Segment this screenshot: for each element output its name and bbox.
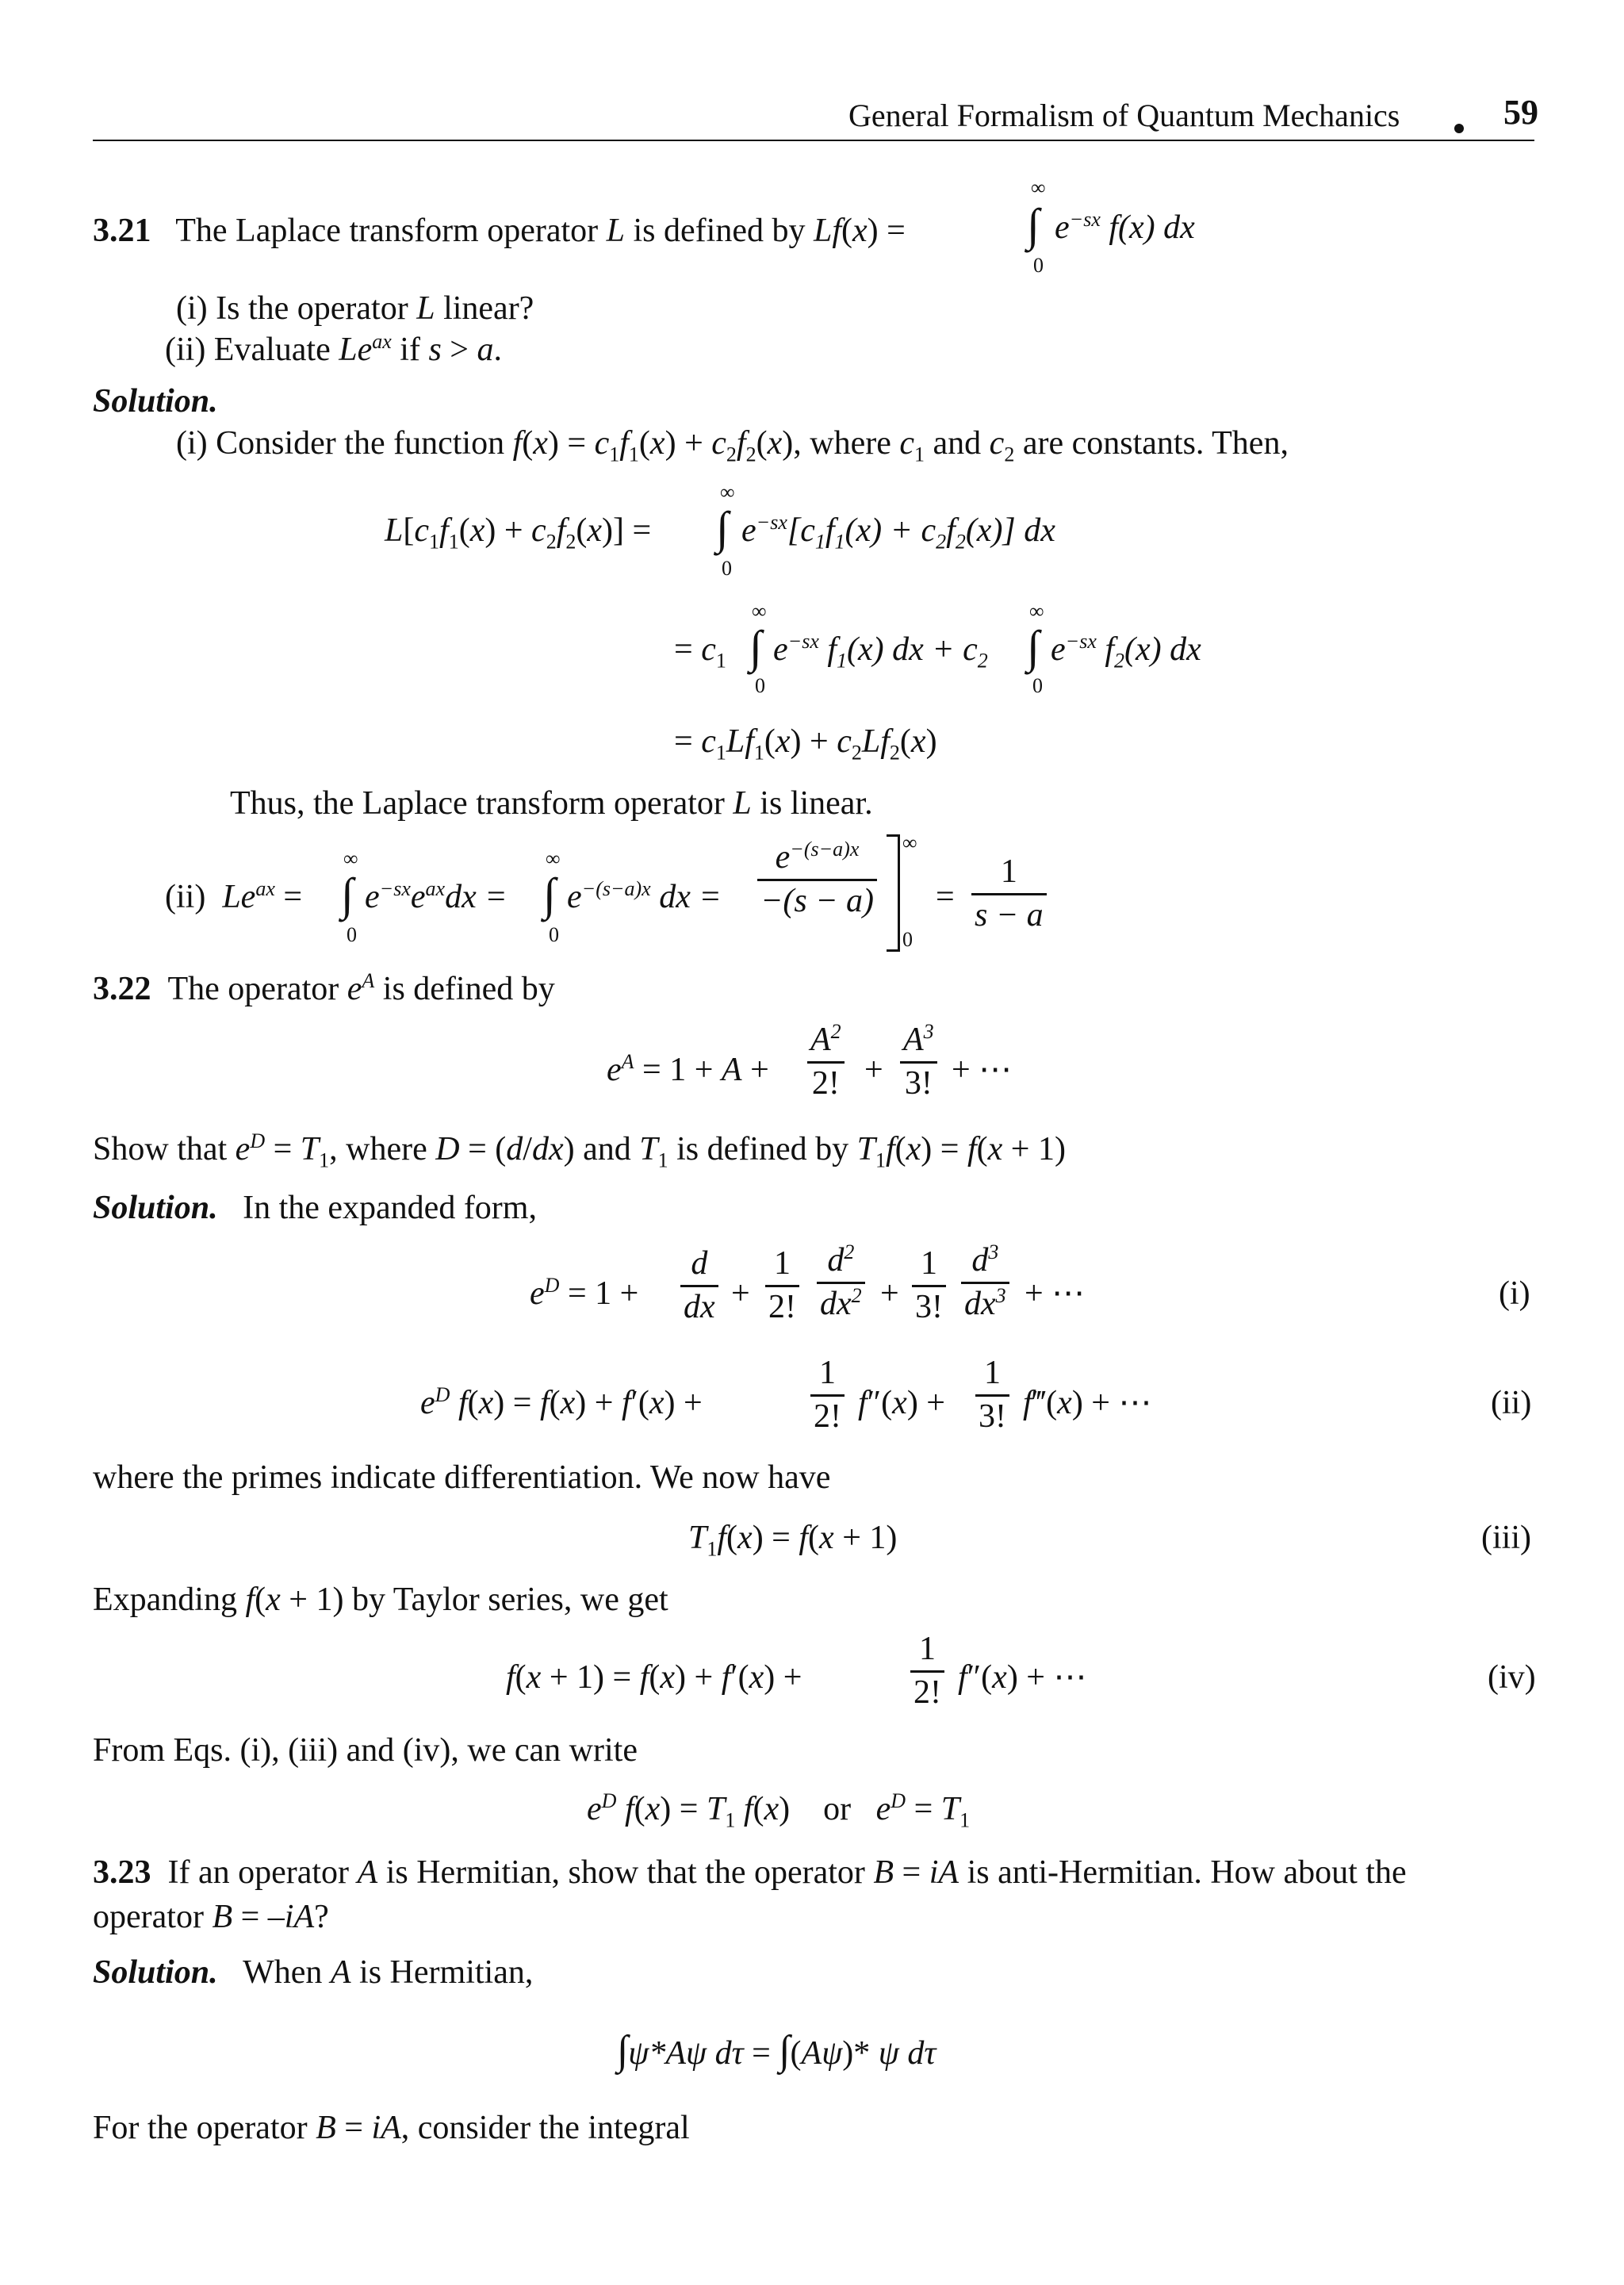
question-ii: (ii) Evaluate $Le^{ax}$ if s > a. xyxy=(165,330,502,368)
show-that: Show that $e^D = T_1$, where D = (d/dx) and $T_1$ is defined by $T_1f(x) = f(x + 1)$ xyxy=(93,1129,1066,1172)
problem-3-23: 3.23 If an operator A is Hermitian, show that the operator B = iA is anti-Hermitian. How about the xyxy=(93,1854,1407,1891)
lower-limit: 0 xyxy=(902,928,913,951)
fraction: $A^2$ 2! xyxy=(807,1023,845,1100)
header-rule xyxy=(93,140,1534,141)
fraction: $e^{-(s-a)x}$ −(s − a) xyxy=(757,841,877,918)
hermitian-eq: ∫ψ*Aψ dτ = ∫(Aψ)* ψ dτ xyxy=(617,2028,936,2073)
ellipsis: + ⋯ xyxy=(952,1052,1013,1088)
term: f‴(x) + ⋯ xyxy=(1023,1385,1152,1421)
lower-limit: 0 xyxy=(755,674,765,697)
upper-limit: ∞ xyxy=(902,831,917,854)
expanding-text: Expanding f(x + 1) by Taylor series, we get xyxy=(93,1581,668,1618)
plus: + xyxy=(731,1275,750,1312)
for-operator-text: For the operator B = iA, consider the integral xyxy=(93,2110,690,2146)
plus: + xyxy=(864,1052,883,1088)
integral-sign: ∫ xyxy=(716,502,729,554)
integrand: $e^{-sx}[c_1f_1(x) + c_2f_2(x)]$ dx xyxy=(741,511,1055,554)
exp-series-lhs: $e^A = 1 + A$ + xyxy=(607,1050,769,1088)
equals: = xyxy=(936,879,955,915)
fraction: 1 2! xyxy=(810,1356,845,1433)
primes-text: where the primes indicate differentiation. We now have xyxy=(93,1459,831,1496)
integrand: $e^{-sx}$ $f_2(x)$ dx xyxy=(1051,630,1201,673)
problem-text: is defined by xyxy=(633,213,806,249)
fraction: 1 2! xyxy=(910,1632,944,1709)
problem-3-21: 3.21 The Laplace transform operator L is defined by Lf(x) = xyxy=(93,213,906,249)
fraction: $d^2$ $dx^2$ xyxy=(817,1244,865,1321)
from-eqs-text: From Eqs. (i), (iii) and (iv), we can write xyxy=(93,1732,638,1769)
linearity-step2: = $c_1$ xyxy=(674,631,726,673)
lower-limit: 0 xyxy=(1032,674,1043,697)
eD-expansion: $e^D = 1$ + xyxy=(530,1274,639,1312)
problem-3-23-line2: operator B = –iA? xyxy=(93,1899,329,1935)
ellipsis: + ⋯ xyxy=(1025,1275,1086,1312)
T1-definition: $T_1f(x) = f(x + 1)$ xyxy=(688,1520,898,1561)
fraction: $A^3$ 3! xyxy=(900,1023,937,1100)
solution-3-22: Solution. In the expanded form, xyxy=(93,1190,537,1226)
upper-limit: ∞ xyxy=(720,481,735,504)
integrand: $e^{-(s-a)x}$ dx = xyxy=(567,877,722,915)
solution-label: Solution. xyxy=(93,383,218,420)
running-title: General Formalism of Quantum Mechanics xyxy=(848,98,1400,133)
integral-sign: ∫ xyxy=(543,868,556,920)
fraction: $d^3$ $dx^3$ xyxy=(961,1244,1009,1321)
integral-sign: ∫ xyxy=(749,621,762,673)
thus-text: Thus, the Laplace transform operator L is linear. xyxy=(230,785,873,822)
question-i: (i) Is the operator L linear? xyxy=(176,290,534,327)
solution-3-23: Solution. When A is Hermitian, xyxy=(93,1954,534,1991)
linearity-step3: = $c_1Lf_1(x) + c_2Lf_2(x)$ xyxy=(674,723,937,765)
integral-sign: ∫ xyxy=(1027,199,1040,251)
term: f″(x) + xyxy=(858,1385,945,1421)
lower-limit: 0 xyxy=(722,557,732,580)
upper-limit: ∞ xyxy=(1031,176,1046,199)
part-ii-lhs: (ii) $Le^{ax}$ = xyxy=(165,877,303,915)
integrand: $e^{-sx}e^{ax}dx$ = xyxy=(365,877,508,915)
header-bullet xyxy=(1454,109,1464,143)
fraction: 1 3! xyxy=(912,1247,946,1324)
integral-sign: ∫ xyxy=(1027,621,1040,673)
upper-limit: ∞ xyxy=(546,847,561,870)
linearity-lhs: $L[c_1f_1(x) + c_2f_2(x)]$ = xyxy=(385,512,652,554)
page-number: 59 xyxy=(1503,93,1538,132)
upper-limit: ∞ xyxy=(752,600,767,623)
integral-sign: ∫ xyxy=(341,868,354,920)
integrand: $e^{-sx}$ f(x) dx xyxy=(1055,208,1195,246)
taylor-expansion: f(x + 1) = f(x) + f′(x) + xyxy=(506,1659,802,1696)
equation-label: (ii) xyxy=(1491,1385,1532,1421)
evaluation-bracket xyxy=(887,834,900,952)
problem-text: The Laplace transform operator xyxy=(175,213,599,249)
upper-limit: ∞ xyxy=(343,847,358,870)
upper-limit: ∞ xyxy=(1029,600,1044,623)
fraction: 1 2! xyxy=(765,1247,799,1324)
equation-label: (iv) xyxy=(1488,1659,1536,1696)
integrand: $e^{-sx}$ $f_1(x)$ dx + $c_2$ xyxy=(773,630,988,673)
problem-3-22: 3.22 The operator $e^A$ is defined by xyxy=(93,969,555,1007)
plus: + xyxy=(880,1275,899,1312)
eD-f-expansion: $e^D$ f(x) = f(x) + f′(x) + xyxy=(420,1383,703,1421)
equation-label: (iii) xyxy=(1481,1520,1531,1556)
fraction: d dx xyxy=(680,1247,718,1324)
term: f″(x) + ⋯ xyxy=(958,1659,1087,1696)
fraction: 1 s − a xyxy=(971,855,1047,932)
conclusion-eq: $e^D$ $f(x) = T_1$ f(x) or $e^D = T_1$ xyxy=(587,1789,971,1832)
solution-i: (i) Consider the function $f(x) = c_1f_1(x) + c_2f_2(x)$, where $c_1$ and $c_2$ are constants. Then, xyxy=(176,425,1289,466)
lower-limit: 0 xyxy=(347,923,357,946)
problem-number: 3.21 xyxy=(93,213,151,249)
lower-limit: 0 xyxy=(549,923,559,946)
equation-label: (i) xyxy=(1499,1275,1530,1312)
lower-limit: 0 xyxy=(1033,254,1044,277)
fraction: 1 3! xyxy=(975,1356,1009,1433)
